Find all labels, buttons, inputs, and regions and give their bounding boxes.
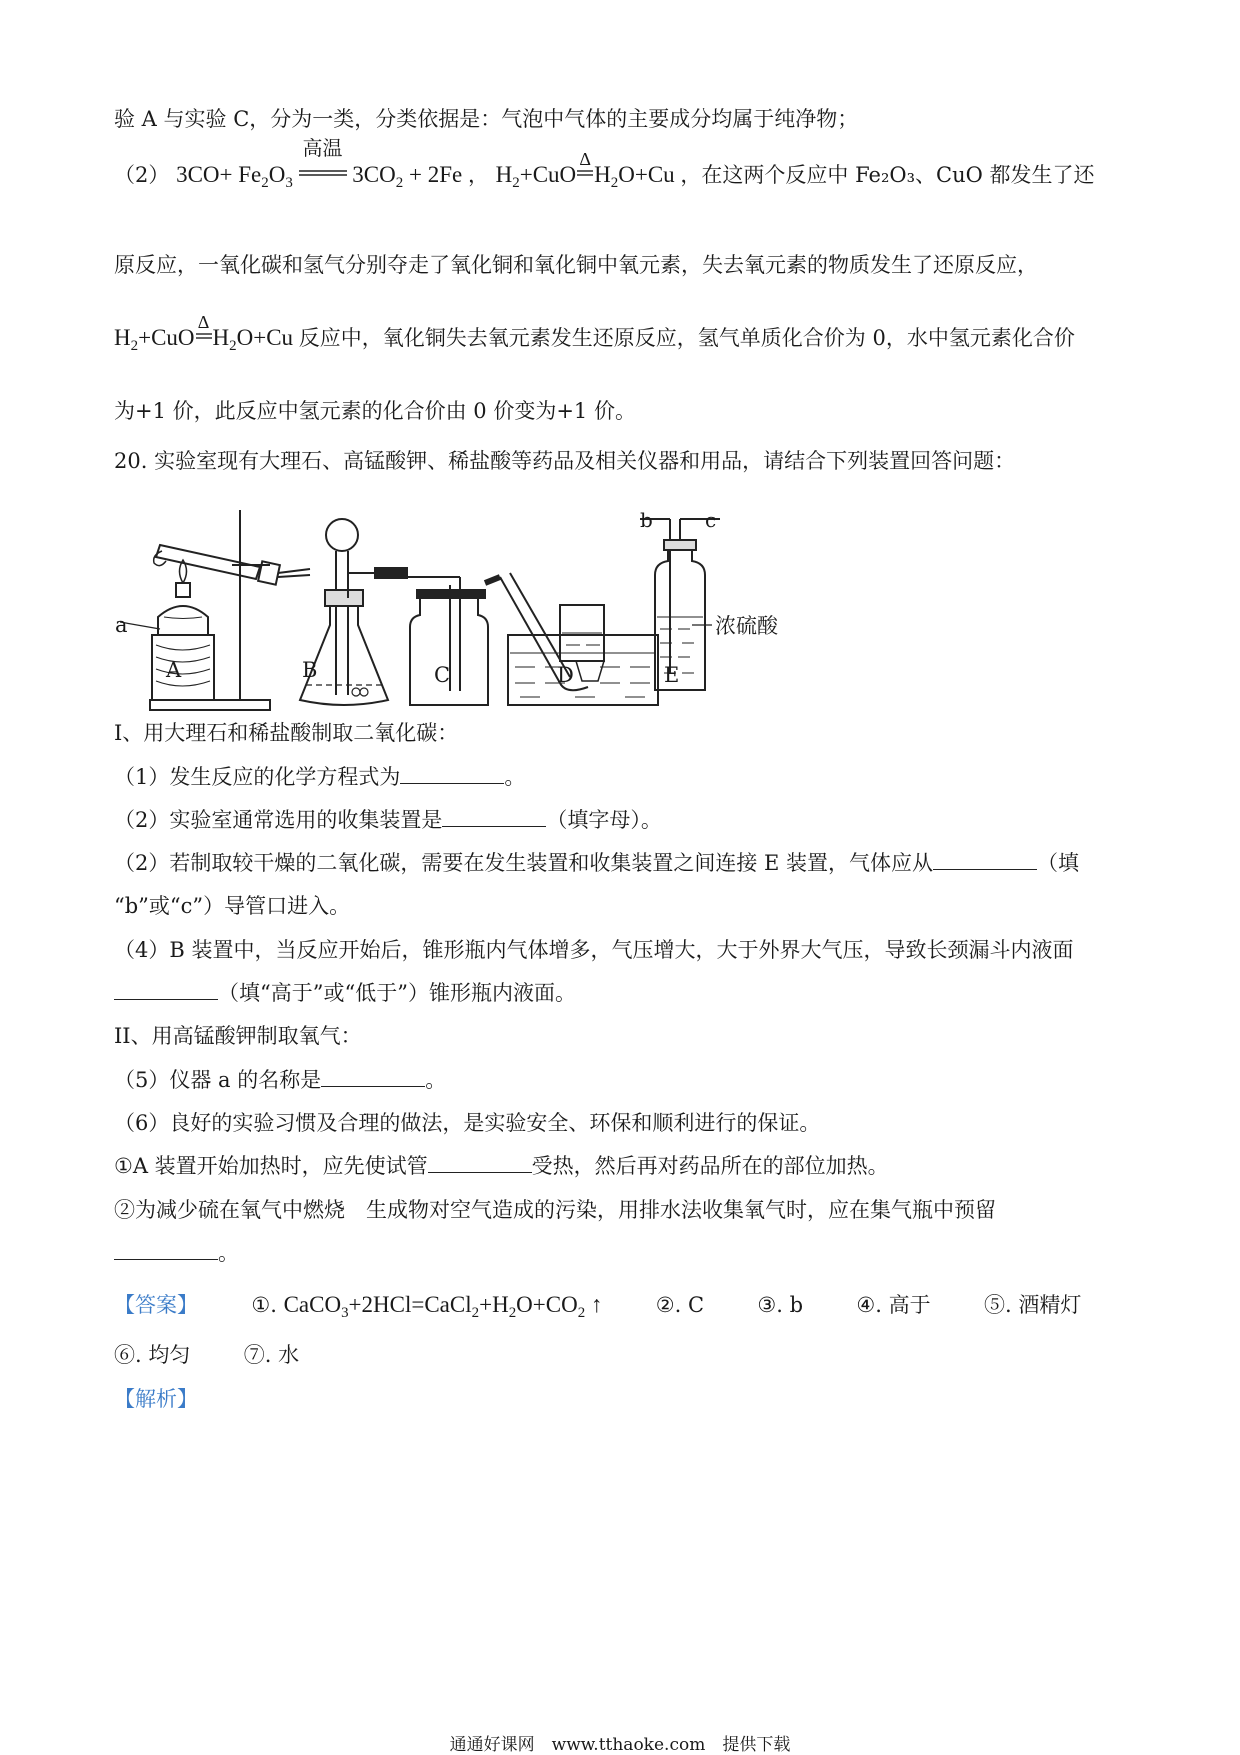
item-number: （2） [114, 163, 170, 187]
label-a: a [115, 613, 128, 637]
part-heading: II、用高锰酸钾制取氧气： [114, 1024, 362, 1048]
question-3-cont: “b”或“c”）导管口进入。 [114, 894, 351, 918]
answer-blank [321, 1066, 425, 1087]
equation-line: （2） $3CO+ Fe_2O_3$ 高温 $3CO_2 + 2Fe$ ， $H_2+CuO$ Δ $H_2O+Cu$ ，在这两个反应中 Fe₂O₃、CuO 都发生了还 [114, 138, 1095, 192]
equation-fe2o3: $3CO+ Fe_2O_3$ 高温 $3CO_2 + 2Fe$ [176, 138, 463, 192]
answer-blank [428, 1152, 532, 1173]
answer-6: ⑥. 均匀 [114, 1343, 191, 1367]
apparatus-a [120, 510, 310, 710]
answer-blank [442, 806, 546, 827]
answer-line: 【答案】 ①. $CaCO_3+2HCl=CaCl_2+H_2O+CO_2$ ↑ ②. C ③. b ④. 高于 ⑤. 酒精灯 [114, 1292, 1082, 1322]
answer-blank [114, 1239, 218, 1260]
text-line: 为+1 价，此反应中氢元素的化合价由 0 价变为+1 价。 [114, 399, 636, 423]
answer-tag: 【答案】 [114, 1293, 198, 1317]
question-5: （5）仪器 a 的名称是 。 [114, 1068, 447, 1092]
equation-cuo: $H_2+CuO$ Δ $H_2O+Cu$ [495, 149, 675, 192]
question-4: （4）B 装置中，当反应开始后，锥形瓶内气体增多，气压增大，大于外界大气压，导致长颈漏斗内液面 [114, 938, 1074, 962]
equation-line: $H_2+CuO$ Δ $H_2O+Cu$ 反应中，氧化铜失去氧元素发生还原反应，氢气单质化合价为 0，水中氢元素化合价 [114, 312, 1075, 355]
label-apparatus-c: C [434, 663, 451, 687]
text-line: 验 A 与实验 C，分为一类，分类依据是：气泡中气体的主要成分均属于纯净物； [114, 107, 859, 131]
question-2: （2）实验室通常选用的收集装置是 （填字母）。 [114, 808, 662, 832]
label-apparatus-d: D [557, 663, 574, 687]
question-1: （1）发生反应的化学方程式为 。 [114, 765, 526, 789]
answer-2: ②. C [655, 1293, 705, 1317]
answer-line-2 [114, 1340, 299, 1370]
page-footer: 通通好课网 www.tthaoke.com 提供下载 [449, 1735, 791, 1755]
apparatus-e [640, 519, 720, 690]
answer-blank [114, 979, 218, 1000]
label-apparatus-a: A [166, 658, 182, 682]
answer-3: ③. b [757, 1293, 804, 1317]
question-3: （2）若制取较干燥的二氧化碳，需要在发生装置和收集装置之间连接 E 装置，气体应从 （填 [114, 851, 1080, 875]
label-b: b [640, 508, 653, 532]
label-apparatus-b: B [302, 658, 318, 682]
label-sulfuric-acid: 浓硫酸 [715, 614, 778, 638]
question-6: （6）良好的实验习惯及合理的做法，是实验安全、环保和顺利进行的保证。 [114, 1111, 821, 1135]
question-6-b: ②为减少硫在氧气中燃烧 生成物对空气造成的污染，用排水法收集氧气时，应在集气瓶中预留 [114, 1198, 996, 1222]
question-6-a: ①A 装置开始加热时，应先使试管 受热，然后再对药品所在的部位加热。 [114, 1154, 889, 1178]
question-4-cont: （填“高于”或“低于”）锥形瓶内液面。 [114, 978, 576, 1008]
text-line: 原反应，一氧化碳和氢气分别夺走了氧化铜和氧化铜中氧元素，失去氧元素的物质发生了还原反应， [114, 253, 1038, 277]
answer-4: ④. 高于 [856, 1293, 931, 1317]
answer-blank [933, 849, 1037, 870]
label-apparatus-e: E [664, 663, 680, 687]
answer-7: ⑦. 水 [243, 1343, 300, 1367]
analysis-tag: 【解析】 [114, 1387, 198, 1411]
label-c: c [705, 508, 717, 532]
answer-5: ⑤. 酒精灯 [983, 1293, 1082, 1317]
question-6-b-cont: 。 [114, 1238, 239, 1268]
answer-blank [400, 763, 504, 784]
question-stem: 20. 实验室现有大理石、高锰酸钾、稀盐酸等药品及相关仪器和用品，请结合下列装置回答问题： [114, 449, 1016, 473]
answer-1-equation: $CaCO_3+2HCl=CaCl_2+H_2O+CO_2$ ↑ [283, 1292, 603, 1322]
equation-cuo: $H_2+CuO$ Δ $H_2O+Cu$ [114, 312, 294, 355]
part-heading: I、用大理石和稀盐酸制取二氧化碳： [114, 721, 459, 745]
high-temp-condition: 高温 [302, 138, 343, 160]
